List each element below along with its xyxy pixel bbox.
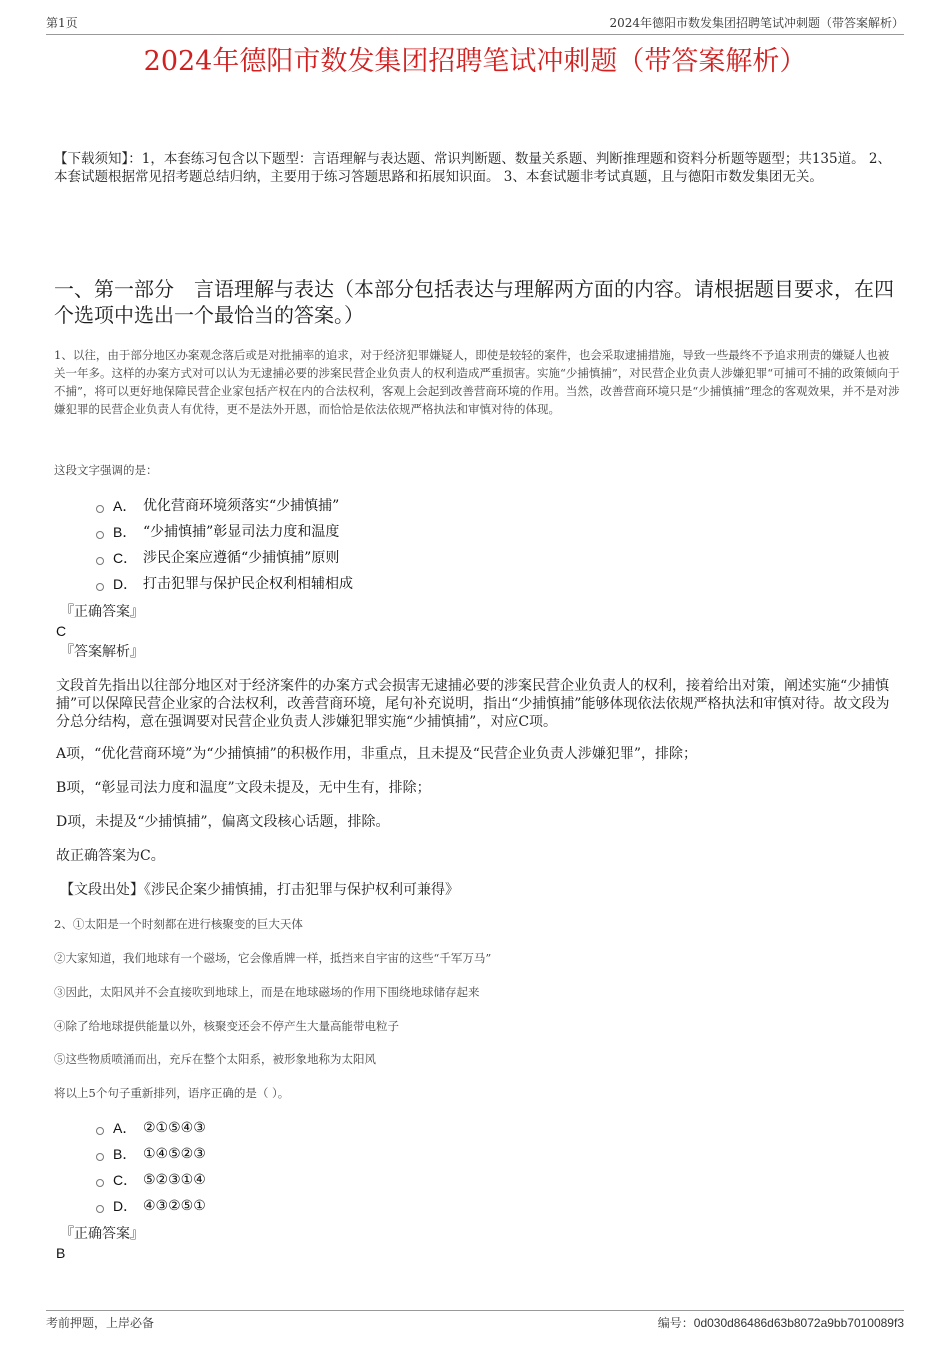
footer-code-value: 0d030d86486d63b8072a9bb7010089f3 bbox=[693, 1316, 904, 1330]
option-text: ①④⑤②③ bbox=[143, 1146, 206, 1162]
option-text: 打击犯罪与保护民企权利相辅相成 bbox=[143, 576, 353, 592]
question-1-options bbox=[96, 493, 353, 597]
page-header bbox=[46, 14, 904, 35]
option-letter: D． bbox=[113, 576, 138, 592]
option-letter: C． bbox=[113, 550, 138, 566]
option-letter: A． bbox=[113, 1120, 137, 1136]
option-letter: B． bbox=[113, 524, 137, 540]
correct-answer-label: 『正确答案』 bbox=[60, 1226, 144, 1242]
question-2-prompt: 将以上5个句子重新排列，语序正确的是（ ）。 bbox=[54, 1086, 290, 1100]
analysis-option-a: A项，“优化营商环境”为“少捕慎捕”的积极作用，非重点，且未提及“民营企业负责人涉嫌犯罪”，排除； bbox=[56, 746, 698, 762]
radio-icon[interactable] bbox=[96, 1205, 104, 1213]
option-c[interactable] bbox=[96, 1167, 206, 1193]
analysis-option-d: D项，未提及“少捕慎捕”，偏离文段核心话题，排除。 bbox=[56, 814, 390, 830]
option-letter: C． bbox=[113, 1172, 138, 1188]
question-2-sentence: ④除了给地球提供能量以外，核聚变还会不停产生大量高能带电粒子 bbox=[54, 1019, 399, 1033]
radio-icon[interactable] bbox=[96, 1127, 104, 1135]
footer-code-label: 编号： bbox=[657, 1316, 694, 1330]
option-c[interactable] bbox=[96, 545, 353, 571]
option-letter: A． bbox=[113, 498, 137, 514]
radio-icon[interactable] bbox=[96, 531, 104, 539]
footer-slogan: 考前押题，上岸必备 bbox=[46, 1316, 155, 1330]
page-number: 第1页 bbox=[46, 16, 78, 30]
option-d[interactable] bbox=[96, 571, 353, 597]
document-title: 2024年德阳市数发集团招聘笔试冲刺题（带答案解析） bbox=[143, 46, 807, 77]
analysis-paragraph: 文段首先指出以往部分地区对于经济案件的办案方式会损害无逮捕必要的涉案民营企业负责人的权利，接着给出对策，阐述实施“少捕慎捕”可以保障民营企业家的合法权利，改善营商环境，尾句补充说明，指出“少捕慎捕”能够体现依法依规严格执法和审慎对待。故文段为分总分结构，意在强调要对民营企业负责人涉嫌犯罪实施“少捕慎捕”，对应C项。 bbox=[56, 678, 890, 730]
option-text: ⑤②③①④ bbox=[143, 1172, 206, 1188]
option-letter: B． bbox=[113, 1146, 137, 1162]
section-heading: 一、第一部分 言语理解与表达（本部分包括表达与理解两方面的内容。请根据题目要求，在四个选项中选出一个最恰当的答案。） bbox=[54, 277, 894, 327]
option-text: ②①⑤④③ bbox=[143, 1120, 206, 1136]
option-text: 涉民企案应遵循“少捕慎捕”原则 bbox=[143, 550, 340, 566]
analysis-label: 『答案解析』 bbox=[60, 644, 144, 660]
radio-icon[interactable] bbox=[96, 505, 104, 513]
question-1-prompt: 这段文字强调的是： bbox=[54, 463, 158, 477]
option-letter: D． bbox=[113, 1198, 138, 1214]
option-a[interactable] bbox=[96, 493, 353, 519]
option-b[interactable] bbox=[96, 519, 353, 545]
radio-icon[interactable] bbox=[96, 583, 104, 591]
correct-answer: B bbox=[56, 1245, 66, 1261]
option-text: “少捕慎捕”彰显司法力度和温度 bbox=[143, 524, 340, 540]
radio-icon[interactable] bbox=[96, 557, 104, 565]
footer-code bbox=[658, 1313, 904, 1333]
question-2-sentence: ②大家知道，我们地球有一个磁场，它会像盾牌一样，抵挡来自宇宙的这些“千军万马” bbox=[54, 951, 492, 965]
question-2-sentence: ③因此，太阳风并不会直接吹到地球上，而是在地球磁场的作用下围绕地球储存起来 bbox=[54, 985, 480, 999]
passage-source: 【文段出处】《涉民企案少捕慎捕，打击犯罪与保护权利可兼得》 bbox=[60, 882, 459, 898]
option-text: 优化营商环境须落实“少捕慎捕” bbox=[143, 498, 340, 514]
analysis-option-b: B项，“彰显司法力度和温度”文段未提及，无中生有，排除； bbox=[56, 780, 431, 796]
option-d[interactable] bbox=[96, 1193, 206, 1219]
option-a[interactable] bbox=[96, 1115, 206, 1141]
header-doc-title: 2024年德阳市数发集团招聘笔试冲刺题（带答案解析） bbox=[609, 16, 904, 30]
question-2-sentence: 2、①太阳是一个时刻都在进行核聚变的巨大天体 bbox=[54, 917, 303, 931]
correct-answer: C bbox=[56, 623, 67, 639]
option-b[interactable] bbox=[96, 1141, 206, 1167]
download-notice: 【下载须知】：1，本套练习包含以下题型：言语理解与表达题、常识判断题、数量关系题、判断推理题和资料分析题等题型；共135道。 2、本套试题根据常见招考题总结归纳，主要用于练习答题思路和拓展知识面。 3、本套试题非考试真题，且与德阳市数发集团无关。 bbox=[54, 151, 891, 185]
question-2-options bbox=[96, 1115, 206, 1219]
option-text: ④③②⑤① bbox=[143, 1198, 206, 1214]
correct-answer-label: 『正确答案』 bbox=[60, 604, 144, 620]
radio-icon[interactable] bbox=[96, 1179, 104, 1187]
page-footer bbox=[46, 1310, 904, 1333]
question-1-stem: 1、以往，由于部分地区办案观念落后或是对批捕率的追求，对于经济犯罪嫌疑人，即使是较轻的案件，也会采取逮捕措施，导致一些最终不予追求刑责的嫌疑人也被关一年多。这样的办案方式对可以认为无逮捕必要的涉案民营企业负责人的权利造成严重损害。实施“少捕慎捕”，对民营企业负责人涉嫌犯罪“可捕可不捕的政策倾向于不捕”，将可以更好地保障民营企业家包括产权在内的合法权利，客观上会起到改善营商环境的作用。当然，改善营商环境只是“少捕慎捕”理念的客观效果，并不是对涉嫌犯罪的民营企业负责人有优待，更不是法外开恩，而恰恰是依法依规严格执法和审慎对待的体现。 bbox=[54, 348, 900, 416]
radio-icon[interactable] bbox=[96, 1153, 104, 1161]
question-2-sentence: ⑤这些物质喷涌而出，充斥在整个太阳系，被形象地称为太阳风 bbox=[54, 1052, 376, 1066]
analysis-conclusion: 故正确答案为C。 bbox=[56, 848, 165, 864]
